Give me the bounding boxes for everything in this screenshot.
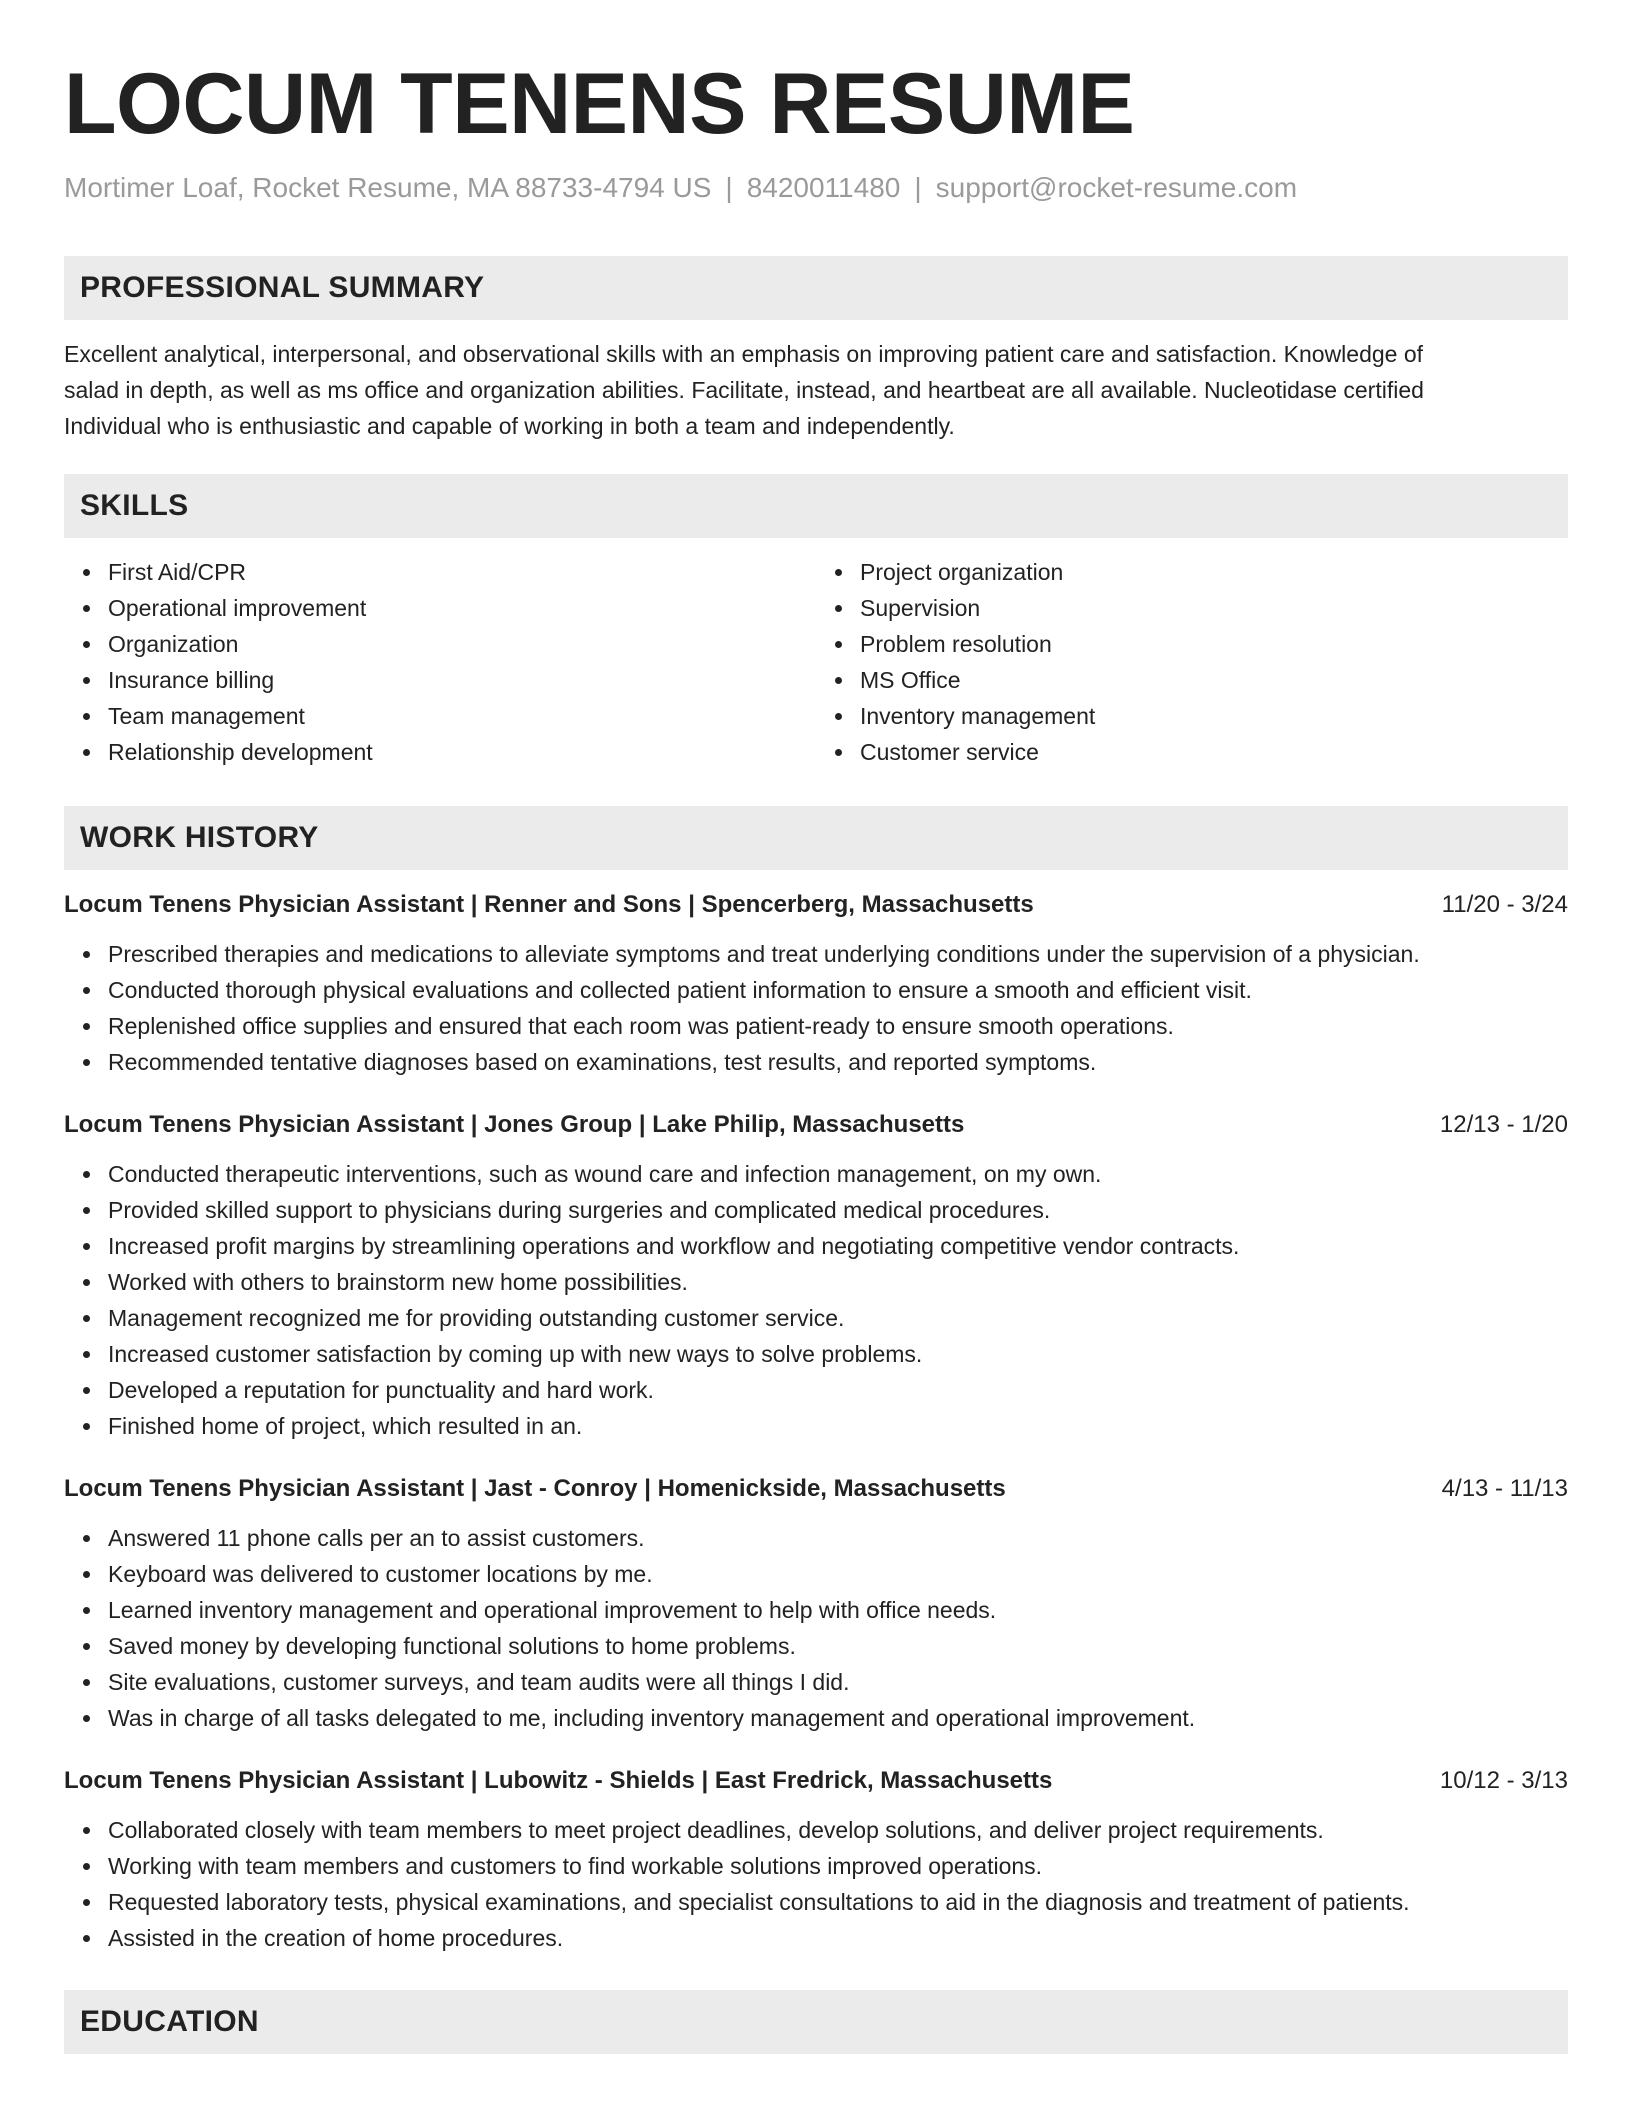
job-title: Locum Tenens Physician Assistant | Renner and Sons | Spencerberg, Massachusetts (64, 891, 1034, 918)
job-bullet: Developed a reputation for punctuality and hard work. (108, 1372, 1568, 1408)
job-heading-line (64, 1764, 1568, 1798)
job-bullet: Was in charge of all tasks delegated to me, including inventory management and operational improvement. (108, 1700, 1568, 1736)
job-bullet: Conducted therapeutic interventions, such as wound care and infection management, on my own. (108, 1156, 1568, 1192)
skill-item: Inventory management (860, 698, 1568, 734)
contact-address: Mortimer Loaf, Rocket Resume, MA 88733-4794 US (64, 172, 712, 203)
summary-heading: PROFESSIONAL SUMMARY (64, 256, 1568, 320)
skill-item: First Aid/CPR (108, 554, 816, 590)
job-entry (64, 888, 1568, 1080)
education-heading: EDUCATION (64, 1990, 1568, 2054)
job-heading-line (64, 1472, 1568, 1506)
job-bullet: Assisted in the creation of home procedures. (108, 1920, 1568, 1956)
skill-item: Operational improvement (108, 590, 816, 626)
job-dates: 4/13 - 11/13 (1441, 1475, 1568, 1502)
job-entry (64, 1472, 1568, 1736)
contact-email: support@rocket-resume.com (935, 172, 1298, 203)
job-heading-line (64, 1108, 1568, 1142)
summary-line: salad in depth, as well as ms office and organization abilities. Facilitate, instead, and heartbeat are all available. Nucleotidase certified (64, 377, 1424, 403)
job-bullet: Finished home of project, which resulted in an. (108, 1408, 1568, 1444)
job-entry (64, 1764, 1568, 1956)
resume-title: LOCUM TENENS RESUME (64, 56, 1135, 152)
job-title: Locum Tenens Physician Assistant | Lubowitz - Shields | East Fredrick, Massachusetts (64, 1767, 1053, 1794)
job-heading-line (64, 888, 1568, 922)
skill-item: Customer service (860, 734, 1568, 770)
job-bullet-list (64, 936, 1568, 1080)
job-bullet: Provided skilled support to physicians during surgeries and complicated medical procedures. (108, 1192, 1568, 1228)
contact-separator: | (914, 172, 922, 203)
job-bullet: Prescribed therapies and medications to alleviate symptoms and treat underlying conditions under the supervision of a physician. (108, 936, 1568, 972)
skills-grid (64, 554, 1568, 770)
job-bullet: Answered 11 phone calls per an to assist customers. (108, 1520, 1568, 1556)
skill-item: Supervision (860, 590, 1568, 626)
skill-item: Project organization (860, 554, 1568, 590)
job-dates: 12/13 - 1/20 (1439, 1111, 1568, 1138)
job-bullet: Keyboard was delivered to customer locations by me. (108, 1556, 1568, 1592)
job-bullet: Worked with others to brainstorm new home possibilities. (108, 1264, 1568, 1300)
job-bullet: Replenished office supplies and ensured that each room was patient-ready to ensure smooth operations. (108, 1008, 1568, 1044)
job-bullet-list (64, 1812, 1568, 1956)
job-bullet: Site evaluations, customer surveys, and team audits were all things I did. (108, 1664, 1568, 1700)
job-title: Locum Tenens Physician Assistant | Jones Group | Lake Philip, Massachusetts (64, 1111, 965, 1138)
job-bullet: Collaborated closely with team members to meet project deadlines, develop solutions, and deliver project requirements. (108, 1812, 1568, 1848)
job-entry (64, 1108, 1568, 1444)
job-bullet-list (64, 1520, 1568, 1736)
skills-list-left (64, 554, 816, 770)
contact-separator: | (725, 172, 733, 203)
job-bullet: Increased profit margins by streamlining operations and workflow and negotiating competitive vendor contracts. (108, 1228, 1568, 1264)
job-dates: 11/20 - 3/24 (1441, 891, 1568, 918)
job-bullet-list (64, 1156, 1568, 1444)
skill-item: MS Office (860, 662, 1568, 698)
skill-item: Insurance billing (108, 662, 816, 698)
skill-item: Problem resolution (860, 626, 1568, 662)
skill-item: Organization (108, 626, 816, 662)
summary-line: Individual who is enthusiastic and capable of working in both a team and independently. (64, 413, 955, 439)
skill-item: Relationship development (108, 734, 816, 770)
job-bullet: Learned inventory management and operational improvement to help with office needs. (108, 1592, 1568, 1628)
skills-heading: SKILLS (64, 474, 1568, 538)
work-history-heading: WORK HISTORY (64, 806, 1568, 870)
job-dates: 10/12 - 3/13 (1439, 1767, 1568, 1794)
skill-item: Team management (108, 698, 816, 734)
contact-line (64, 170, 1568, 206)
job-bullet: Conducted thorough physical evaluations and collected patient information to ensure a smooth and efficient visit. (108, 972, 1568, 1008)
job-bullet: Working with team members and customers to find workable solutions improved operations. (108, 1848, 1568, 1884)
job-bullet: Increased customer satisfaction by coming up with new ways to solve problems. (108, 1336, 1568, 1372)
job-bullet: Requested laboratory tests, physical examinations, and specialist consultations to aid in the diagnosis and treatment of patients. (108, 1884, 1568, 1920)
job-title: Locum Tenens Physician Assistant | Jast - Conroy | Homenickside, Massachusetts (64, 1475, 1006, 1502)
job-bullet: Recommended tentative diagnoses based on examinations, test results, and reported symptoms. (108, 1044, 1568, 1080)
job-bullet: Saved money by developing functional solutions to home problems. (108, 1628, 1568, 1664)
skills-list-right (816, 554, 1568, 770)
contact-phone: 8420011480 (746, 172, 901, 203)
summary-line: Excellent analytical, interpersonal, and observational skills with an emphasis on improving patient care and satisfaction. Knowledge of (64, 341, 1424, 367)
job-bullet: Management recognized me for providing outstanding customer service. (108, 1300, 1568, 1336)
summary-text (64, 336, 1568, 444)
